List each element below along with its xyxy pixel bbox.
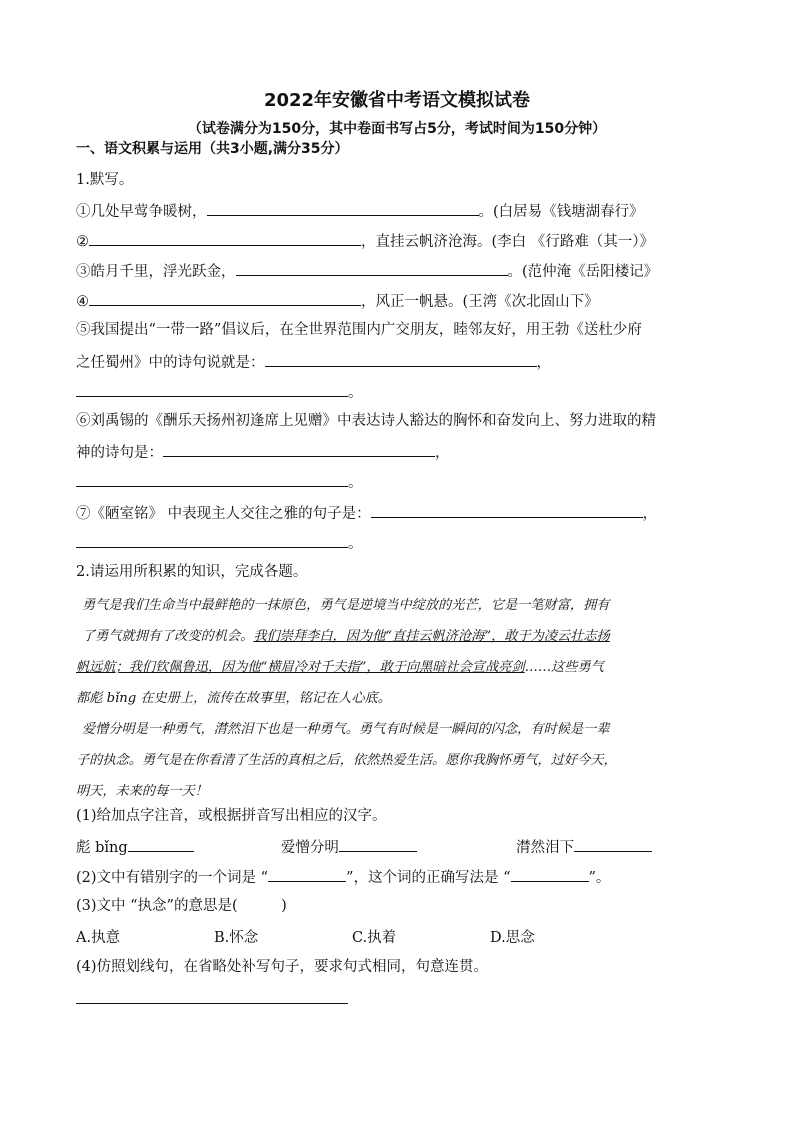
q1-line-6b-text: 神的诗句是： (76, 445, 163, 461)
q1-line-4 (76, 290, 726, 312)
passage-text: ……这些勇气 (524, 660, 604, 675)
reading-passage (76, 590, 724, 807)
q1-line-2 (76, 230, 726, 252)
q2-sub-1: (1)给加点字注音，或根据拼音写出相应的汉字。 (76, 808, 387, 824)
answer-blank[interactable] (574, 836, 652, 852)
punctuation: ， (642, 506, 658, 522)
q1-line-6a: ⑥刘禹锡的《酬乐天扬州初逢席上见赠》中表达诗人豁达的胸怀和奋发向上、努力进取的精 (76, 413, 656, 429)
underlined-sentence: 我们崇拜李白，因为他“直挂云帆济沧海”，敢于为凌云壮志扬 (253, 629, 610, 644)
passage-line: 勇气是我们生命当中最鲜艳的一抹原色，勇气是逆境当中绽放的光芒，它是一笔财富，拥有 (82, 598, 610, 613)
answer-blank[interactable] (128, 836, 194, 852)
punctuation: 。 (348, 385, 363, 401)
passage-line (76, 652, 724, 683)
underlined-sentence: 帆远航；我们钦佩鲁迅，因为他“横眉冷对千夫指”，敢于向黑暗社会宣战亮剑 (76, 660, 525, 675)
answer-blank[interactable] (236, 260, 508, 276)
answer-blank[interactable] (339, 836, 417, 852)
punctuation: ， (536, 355, 551, 371)
q1-line-7a (76, 502, 726, 524)
answer-blank[interactable] (89, 230, 361, 246)
answer-blank[interactable] (76, 532, 348, 548)
answer-blank[interactable] (371, 502, 643, 518)
answer-blank[interactable] (89, 290, 361, 306)
q2-sub-3: (3)文中 “执念”的意思是( ) (76, 898, 287, 914)
passage-line: 都彪 bǐng 在史册上，流传在故事里，铭记在人心底。 (76, 691, 391, 706)
section-heading: 一、语文积累与运用（共3小题,满分35分） (76, 141, 349, 157)
q1-line-6c (76, 471, 726, 493)
item-label: 爱憎分明 (280, 840, 339, 856)
q2-sub-1-items (76, 836, 726, 858)
answer-blank[interactable] (265, 351, 537, 367)
answer-blank[interactable] (268, 866, 346, 882)
q1-line-4-text: ④ (76, 294, 89, 310)
item-label: 潸然泪下 (516, 840, 575, 856)
punctuation: 。 (348, 536, 363, 552)
q2-sub-4: (4)仿照划线句，在省略处补写句子，要求句式相同，句意连贯。 (76, 959, 489, 975)
answer-blank[interactable] (76, 471, 348, 487)
q1-line-7b (76, 532, 726, 554)
q2-sub-4-answer (76, 988, 726, 1010)
option-d[interactable]: D.思念 (490, 930, 535, 946)
q1-line-6b (76, 441, 726, 463)
q1-line-3 (76, 260, 726, 282)
option-a[interactable]: A.执意 (76, 930, 121, 946)
q2-sub-2-text: (2)文中有错别字的一个词是 “ (76, 870, 269, 886)
page-title: 2022年安徽省中考语文模拟试卷 (263, 90, 531, 111)
punctuation: 。 (348, 475, 363, 491)
q2-sub-2-text: ”，这个词的正确写法是 “ (346, 870, 511, 886)
q2-sub-2 (76, 866, 726, 888)
option-b[interactable]: B.怀念 (214, 930, 259, 946)
q1-line-7-text: ⑦《陋室铭》 中表现主人交往之雅的句子是： (76, 506, 371, 522)
answer-blank[interactable] (207, 200, 479, 216)
item-label: 彪 bǐng (76, 840, 128, 856)
q1-line-4-source: ，风正一帆悬。(王湾《次北固山下》 (361, 294, 599, 310)
passage-line: 爱憎分明是一种勇气，潸然泪下也是一种勇气。勇气有时候是一瞬间的闪念，有时候是一辈 (82, 722, 610, 737)
q1-line-2-source: ，直挂云帆济沧海。(李白 《行路难（其一）》 (361, 234, 655, 250)
passage-text: 了勇气就拥有了改变的机会。 (82, 629, 254, 644)
q1-line-1-source: 。(白居易《钱塘湖春行》 (478, 204, 644, 220)
passage-line: 明天，未来的每一天！ (76, 784, 208, 799)
punctuation: ， (435, 445, 450, 461)
option-c[interactable]: C.执着 (352, 930, 397, 946)
answer-blank[interactable] (76, 988, 348, 1004)
answer-blank[interactable] (511, 866, 589, 882)
punctuation: ”。 (588, 870, 611, 886)
exam-instructions: （试卷满分为150分，其中卷面书写占5分，考试时间为150分钟） (187, 121, 607, 137)
q1-stem: 1.默写。 (76, 172, 134, 188)
q1-line-5a: ⑤我国提出“一带一路”倡议后，在全世界范围内广交朋友，睦邻友好，用王勃《送杜少府 (76, 322, 642, 338)
passage-line: 子的执念。勇气是在你看清了生活的真相之后，依然热爱生活。愿你我胸怀勇气，过好今天， (76, 753, 617, 768)
q1-line-5c (76, 381, 726, 403)
q2-stem: 2.请运用所积累的知识，完成各题。 (76, 564, 308, 580)
q1-line-2-text: ② (76, 234, 89, 250)
passage-line (76, 621, 724, 652)
q1-line-1-text: ①几处早莺争暖树， (76, 204, 207, 220)
q1-line-3-text: ③皓月千里，浮光跃金， (76, 264, 236, 280)
q1-line-5b (76, 351, 726, 373)
q1-line-3-source: 。(范仲淹《岳阳楼记》 (507, 264, 659, 280)
q1-line-5b-text: 之任蜀州》中的诗句说就是： (76, 355, 265, 371)
answer-blank[interactable] (163, 441, 435, 457)
q1-line-1 (76, 200, 726, 222)
answer-blank[interactable] (76, 381, 348, 397)
